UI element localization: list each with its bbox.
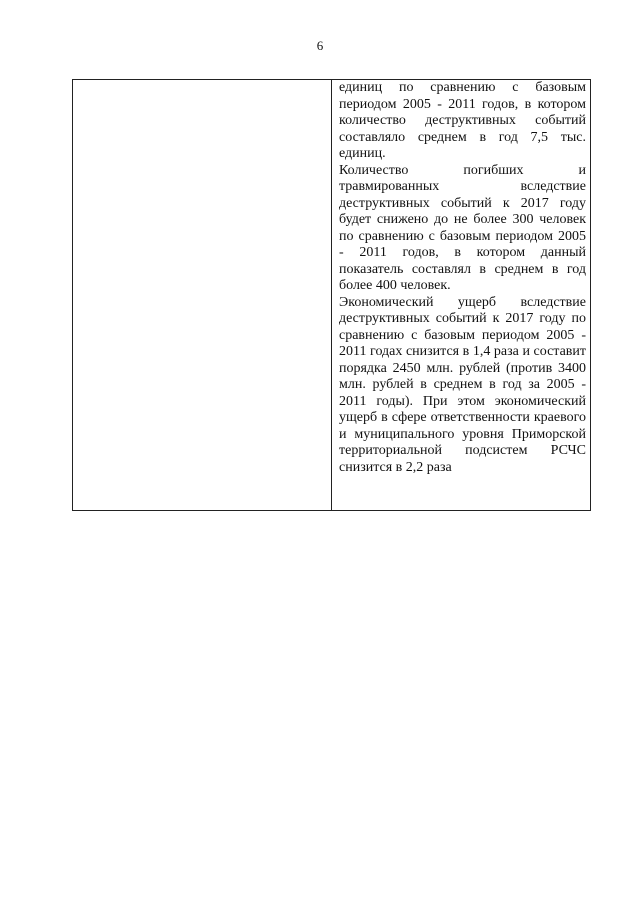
content-table [72,79,591,511]
table-cell-left [73,80,332,510]
paragraph-casualties: Количество погибших и травмированных вследствие деструктивных событий к 2017 году будет снижено до не более 300 человек по сравнению с базовым периодом 2005 - 2011 годов, в котором данный показатель составлял в среднем в год более 400 человек. [339,162,586,293]
paragraph-destructive-events-count: единиц по сравнению с базовым периодом 2005 - 2011 годов, в котором количество деструктивных событий составляло среднем в год 7,5 тыс. единиц. [339,80,586,161]
table-cell-right [332,80,590,510]
page-number: 6 [316,38,324,53]
paragraph-economic-damage: Экономический ущерб вследствие деструктивных событий к 2017 году по сравнению с базовым периодом 2005 - 2011 годах снизится в 1,4 раза и составит порядка 2450 млн. рублей (против 3400 млн. рублей в среднем в год за 2005 - 2011 годы). При этом экономический ущерб в сфере ответственности краевого и муниципального уровня Приморской территориальной подсистем РСЧС снизится в 2,2 раза [339,294,586,475]
